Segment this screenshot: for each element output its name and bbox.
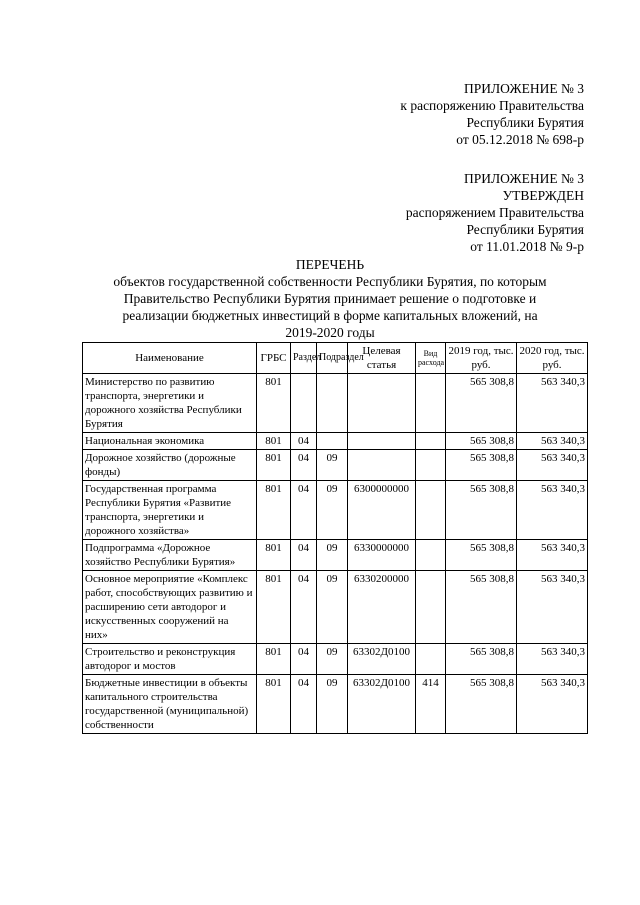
cell-name: Подпрограмма «Дорожное хозяйство Республики Бурятия» (83, 540, 257, 571)
header-name: Наименование (83, 343, 257, 374)
cell-name: Дорожное хозяйство (дорожные фонды) (83, 450, 257, 481)
cell-subsection: 09 (317, 540, 348, 571)
cell-2019: 565 308,8 (446, 540, 517, 571)
cell-section (291, 374, 317, 433)
cell-grbs: 801 (257, 644, 291, 675)
cell-target (348, 374, 416, 433)
cell-2020: 563 340,3 (517, 540, 588, 571)
cell-target: 63302Д0100 (348, 675, 416, 734)
cell-expense-type (416, 481, 446, 540)
header-section: Раздел (291, 343, 317, 374)
cell-expense-type (416, 450, 446, 481)
cell-grbs: 801 (257, 433, 291, 450)
cell-subsection (317, 374, 348, 433)
cell-target: 63302Д0100 (348, 644, 416, 675)
cell-2019: 565 308,8 (446, 433, 517, 450)
header-subsection: Подраздел (317, 343, 348, 374)
cell-2020: 563 340,3 (517, 481, 588, 540)
table-row (83, 540, 588, 571)
table-body (83, 374, 588, 734)
cell-grbs: 801 (257, 450, 291, 481)
cell-target (348, 433, 416, 450)
cell-target: 6300000000 (348, 481, 416, 540)
cell-2020: 563 340,3 (517, 644, 588, 675)
cell-target: 6330200000 (348, 571, 416, 644)
annex-1-line-1: ПРИЛОЖЕНИЕ № 3 (463, 81, 584, 96)
annex-1-line-3: Республики Бурятия (466, 115, 584, 130)
annex-2-line-4: Республики Бурятия (466, 222, 584, 237)
annex-1-line-2: к распоряжению Правительства (400, 98, 584, 113)
cell-2019: 565 308,8 (446, 571, 517, 644)
cell-subsection: 09 (317, 675, 348, 734)
cell-2019: 565 308,8 (446, 374, 517, 433)
cell-section: 04 (291, 644, 317, 675)
title-line-1: объектов государственной собственности Республики Бурятия, по которым (113, 274, 547, 289)
header-expense-type: Вид расхода (416, 343, 446, 374)
table-row (83, 571, 588, 644)
title-line-2: Правительство Республики Бурятия принимает решение о подготовке и (123, 291, 537, 306)
cell-expense-type (416, 571, 446, 644)
cell-subsection: 09 (317, 644, 348, 675)
header-grbs: ГРБС (257, 343, 291, 374)
annex-2-line-2: УТВЕРЖДЕН (502, 188, 584, 203)
cell-2020: 563 340,3 (517, 675, 588, 734)
title-heading: ПЕРЕЧЕНЬ (295, 257, 365, 272)
cell-expense-type (416, 433, 446, 450)
cell-section: 04 (291, 571, 317, 644)
title-line-3: реализации бюджетных инвестиций в форме капитальных вложений, на (122, 308, 538, 323)
cell-2019: 565 308,8 (446, 675, 517, 734)
cell-target: 6330000000 (348, 540, 416, 571)
cell-2020: 563 340,3 (517, 374, 588, 433)
table-header-row (83, 343, 588, 374)
cell-expense-type (416, 374, 446, 433)
cell-2019: 565 308,8 (446, 644, 517, 675)
annex-header-1 (400, 80, 584, 148)
cell-grbs: 801 (257, 540, 291, 571)
annex-1-line-4: от 05.12.2018 № 698-р (456, 132, 584, 147)
cell-section: 04 (291, 675, 317, 734)
cell-subsection: 09 (317, 481, 348, 540)
cell-grbs: 801 (257, 481, 291, 540)
table-row (83, 675, 588, 734)
annex-2-line-3: распоряжением Правительства (405, 205, 584, 220)
title-line-4: 2019-2020 годы (285, 325, 375, 340)
cell-2020: 563 340,3 (517, 571, 588, 644)
cell-2020: 563 340,3 (517, 450, 588, 481)
cell-2019: 565 308,8 (446, 450, 517, 481)
header-2019: 2019 год, тыс. руб. (446, 343, 517, 374)
cell-grbs: 801 (257, 571, 291, 644)
objects-table (82, 342, 588, 734)
cell-target (348, 450, 416, 481)
cell-section: 04 (291, 481, 317, 540)
cell-subsection: 09 (317, 571, 348, 644)
cell-2020: 563 340,3 (517, 433, 588, 450)
cell-subsection: 09 (317, 450, 348, 481)
table-row (83, 450, 588, 481)
cell-section: 04 (291, 540, 317, 571)
annex-header-2 (406, 170, 584, 255)
cell-subsection (317, 433, 348, 450)
cell-section: 04 (291, 433, 317, 450)
table-row (83, 481, 588, 540)
cell-grbs: 801 (257, 675, 291, 734)
table-row (83, 644, 588, 675)
header-2020: 2020 год, тыс. руб. (517, 343, 588, 374)
cell-name: Строительство и реконструкция автодорог и мостов (83, 644, 257, 675)
cell-expense-type (416, 644, 446, 675)
annex-2-line-5: от 11.01.2018 № 9-р (470, 239, 584, 254)
annex-2-line-1: ПРИЛОЖЕНИЕ № 3 (463, 171, 584, 186)
cell-grbs: 801 (257, 374, 291, 433)
cell-name: Государственная программа Республики Бурятия «Развитие транспорта, энергетики и дорожного хозяйства» (83, 481, 257, 540)
cell-expense-type: 414 (416, 675, 446, 734)
document-title (70, 256, 590, 341)
table-row (83, 374, 588, 433)
cell-name: Бюджетные инвестиции в объекты капитального строительства государственной (муниципальной) собственности (83, 675, 257, 734)
cell-name: Национальная экономика (83, 433, 257, 450)
cell-2019: 565 308,8 (446, 481, 517, 540)
header-target: Целевая статья (348, 343, 416, 374)
cell-section: 04 (291, 450, 317, 481)
cell-name: Министерство по развитию транспорта, энергетики и дорожного хозяйства Республики Бурятия (83, 374, 257, 433)
cell-expense-type (416, 540, 446, 571)
table-row (83, 433, 588, 450)
cell-name: Основное мероприятие «Комплекс работ, способствующих развитию и расширению сети автодорог и искусственных сооружений на них» (83, 571, 257, 644)
